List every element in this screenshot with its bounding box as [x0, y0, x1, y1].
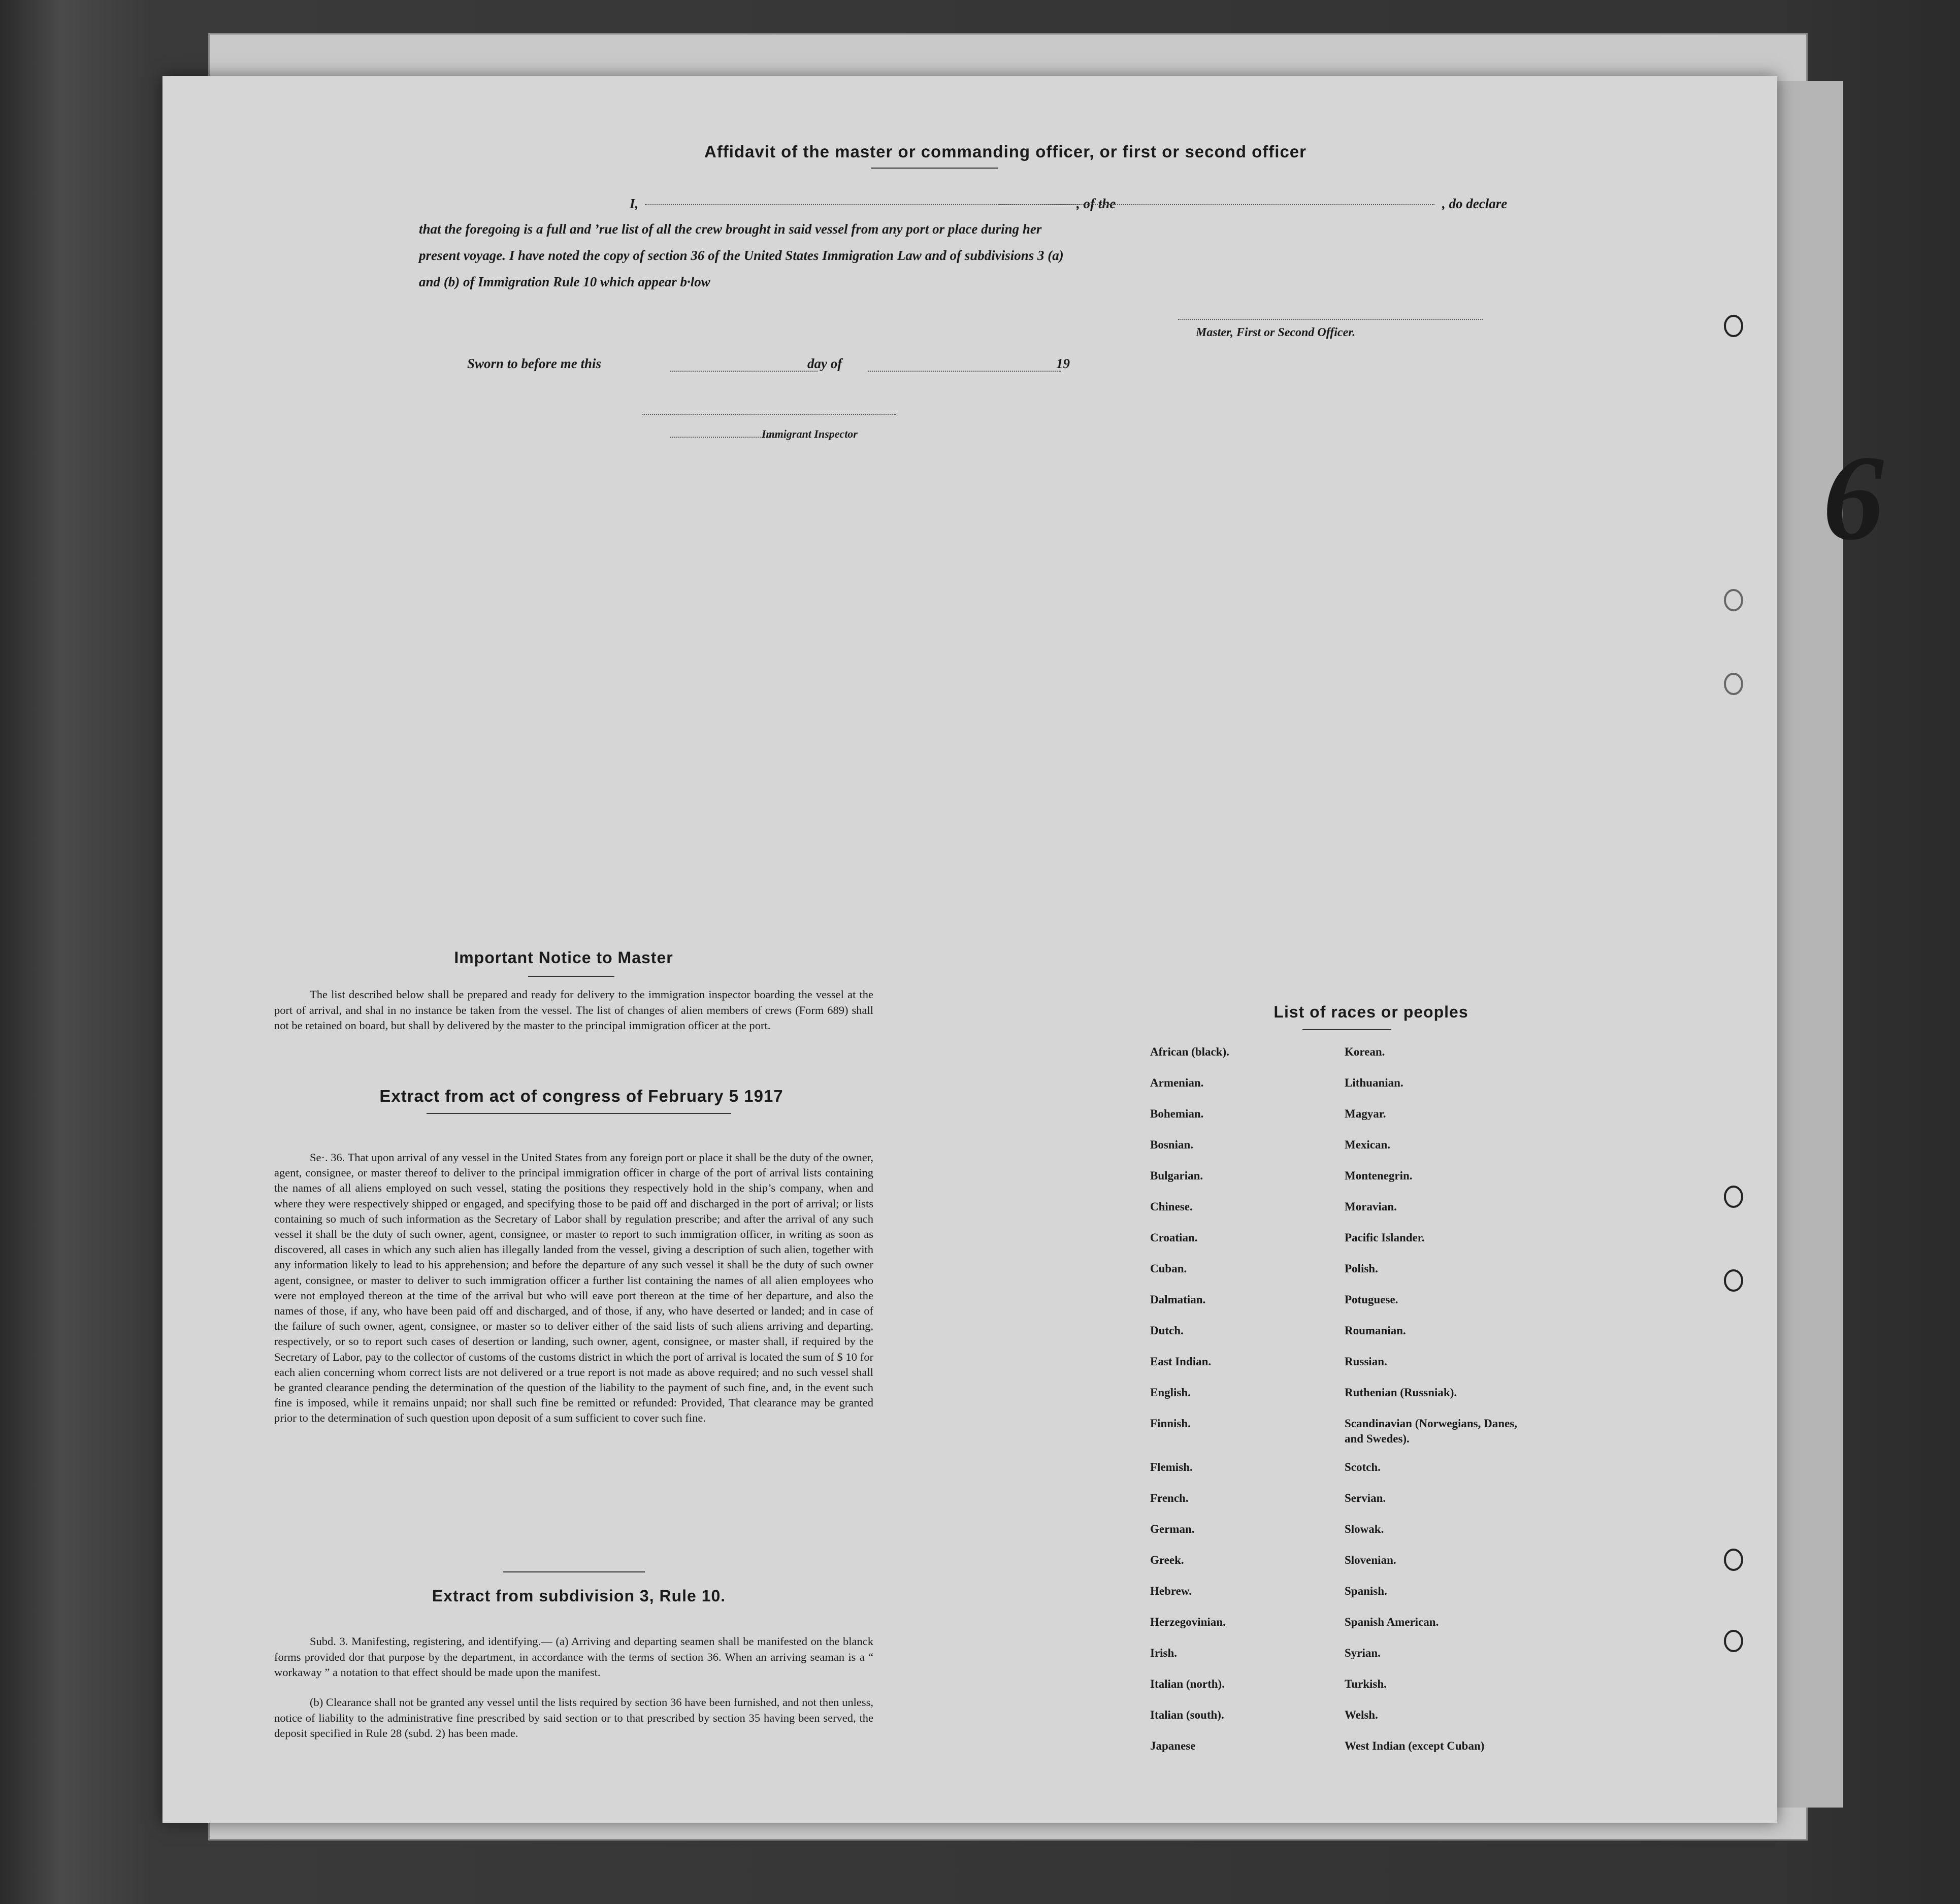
affidavit-page [162, 76, 1777, 1823]
signature-label: Master, First or Second Officer. [1196, 326, 1356, 339]
race-item: Polish. [1345, 1262, 1378, 1275]
race-item: Irish. [1150, 1647, 1178, 1659]
inspector-dotted-lead [670, 437, 777, 438]
affidavit-line-4: and (b) of Immigration Rule 10 which appear b·low [419, 274, 710, 289]
inspector-signature-line[interactable] [642, 414, 896, 415]
sworn-day-field[interactable] [670, 371, 818, 372]
race-item: Herzegovinian. [1150, 1616, 1226, 1628]
punch-hole-icon [1724, 673, 1743, 695]
race-item: Magyar. [1345, 1107, 1386, 1120]
notice-title: Important Notice to Master [454, 948, 673, 967]
race-item: Spanish American. [1345, 1616, 1439, 1628]
race-item: Greek. [1150, 1554, 1184, 1566]
punch-hole-icon [1724, 1186, 1743, 1208]
race-item: East Indian. [1150, 1355, 1212, 1368]
race-item: Italian (south). [1150, 1709, 1224, 1721]
race-item: Cuban. [1150, 1262, 1187, 1275]
affidavit-of-label: , of the [1076, 196, 1116, 211]
race-item: Russian. [1345, 1355, 1387, 1368]
punch-hole-icon [1724, 589, 1743, 611]
races-underline [1302, 1029, 1391, 1030]
punch-hole-icon [1724, 315, 1743, 337]
notice-underline [528, 976, 614, 977]
race-item: Potuguese. [1345, 1293, 1398, 1306]
race-item: Bohemian. [1150, 1107, 1204, 1120]
race-item: Pacific Islander. [1345, 1231, 1425, 1244]
punch-hole-icon [1724, 1549, 1743, 1571]
race-item: Flemish. [1150, 1461, 1193, 1473]
races-left-column [1150, 1044, 1333, 1769]
race-item: Armenian. [1150, 1076, 1204, 1089]
races-right-column [1345, 1044, 1532, 1769]
section-divider [503, 1571, 645, 1572]
race-item: Korean. [1345, 1045, 1385, 1058]
race-item: Dalmatian. [1150, 1293, 1206, 1306]
act-extract-underline [427, 1113, 731, 1114]
race-item: Moravian. [1345, 1200, 1397, 1213]
race-item: Japanese [1150, 1739, 1196, 1752]
inspector-label: Immigrant Inspector [762, 428, 858, 440]
race-item: Slowak. [1345, 1523, 1384, 1535]
race-item: Finnish. [1150, 1417, 1191, 1430]
sworn-day-label: day of [807, 356, 842, 371]
race-item: English. [1150, 1386, 1191, 1399]
race-item: Slovenian. [1345, 1554, 1396, 1566]
race-item: Roumanian. [1345, 1324, 1406, 1337]
race-item: Mexican. [1345, 1138, 1391, 1151]
race-item: Dutch. [1150, 1324, 1184, 1337]
sworn-prefix: Sworn to before me this [467, 356, 602, 371]
affidavit-line-2: that the foregoing is a full and ’rue list of all the crew brought in said vessel from any port or place during her [419, 221, 1042, 237]
race-item: Chinese. [1150, 1200, 1193, 1213]
race-item: Hebrew. [1150, 1585, 1192, 1597]
affidavit-i-label: I, [630, 196, 639, 211]
title-underline [871, 168, 998, 169]
signature-line[interactable] [1178, 319, 1483, 320]
race-item: German. [1150, 1523, 1195, 1535]
race-item: African (black). [1150, 1045, 1229, 1058]
race-item: Ruthenian (Russniak). [1345, 1386, 1457, 1399]
rule-extract-title: Extract from subdivision 3, Rule 10. [432, 1587, 726, 1605]
race-item: Scandinavian (Norwegians, Danes, and Swedes). [1345, 1417, 1517, 1445]
race-item: Italian (north). [1150, 1678, 1225, 1690]
act-extract-text: Se·. 36. That upon arrival of any vessel in the United States from any foreign port or place it shall be the duty of the owner, agent, consignee, or master thereof to deliver to the principal immigration officer in charge of the port of arrival lists containing the names of all aliens employed on such vessel, stating the positions they respectively hold in the ship’s company, when and where they were respectively shipped or engaged, and specifying those to be paid off and discharged in the port of arrival; or lists containing so much of such information as the Secretary of Labor shall by regulation prescribe; and after the arrival of any such vessel it shall be the duty of such owner, agent, consignee, or master to report to such immigration officer, in writing as soon as discovered, all cases in which any such alien has illegally landed from the vessel, giving a description of such alien, together with any information likely to lead to his apprehension; and before the departure of any such vessel it shall be the duty of such owner agent, consignee, or master to deliver to such immigration officer a further list containing the names of all alien employees who were not employed thereon at the time of the arrival but who will eave port thereon at the time of her departure, and also the names of those, if any, who have been paid off and discharged, and of those, if any, who have deserted or landed; and in case of the failure of such owner, agent, consignee, or master so to deliver either of the said lists of such aliens arriving and departing, respectively, or so to report such cases of desertion or landing, such owner, agent, consignee, or master shall, if required by the Secretary of Labor, pay to the collector of customs of the customs district in which the port of arrival is located the sum of $ 10 for each alien concerning whom correct lists are not delivered or a true report is not made as above required; and no such vessel shall be granted clearance pending the determination of the question of the liability to the payment of such fine, and, in the event such fine is imposed, while it remains unpaid; nor shall such fine be remitted or refunded: Provided, That clearance may be granted prior to the determination of such question upon deposit of a sum sufficient to cover such fine. [274, 1151, 873, 1425]
underlying-sheet-edge [1767, 81, 1843, 1808]
punch-hole-icon [1724, 1269, 1743, 1292]
act-extract-title: Extract from act of congress of February 5 1917 [379, 1087, 783, 1105]
race-item: West Indian (except Cuban) [1345, 1739, 1485, 1752]
punch-hole-icon [1724, 1630, 1743, 1652]
affidavit-line-3: present voyage. I have noted the copy of section 36 of the United States Immigration Law and of subdivisions 3 (a) [419, 248, 1064, 263]
races-title: List of races or peoples [1273, 1003, 1468, 1021]
race-item: Bulgarian. [1150, 1169, 1203, 1182]
race-item: Servian. [1345, 1492, 1386, 1504]
race-item: Welsh. [1345, 1709, 1378, 1721]
sworn-line [467, 350, 1330, 377]
rule-extract-para-b: (b) Clearance shall not be granted any vessel until the lists required by section 36 have been furnished, and not then unless, notice of liability to the administrative fine prescribed by said section or to that prescribed by section 35 having been served, the deposit specified in Rule 28 (subd. 2) has been made. [274, 1696, 873, 1739]
race-item: Syrian. [1345, 1647, 1381, 1659]
race-item: Spanish. [1345, 1585, 1387, 1597]
rule-extract-para-a: Subd. 3. Manifesting, registering, and identifying.— (a) Arriving and departing seamen shall be manifested on the blanck forms provided dor that purpose by the department, in accordance with the terms of section 36. When an arriving seaman is a “ workaway ” a notation to that effect should be made upon the manifest. [274, 1635, 873, 1679]
race-item: Scotch. [1345, 1461, 1381, 1473]
race-item: Montenegrin. [1345, 1169, 1413, 1182]
handwritten-page-number: 6 [1823, 430, 1884, 565]
race-item: French. [1150, 1492, 1189, 1504]
sworn-year: 19 [1056, 356, 1070, 371]
sworn-month-field[interactable] [868, 371, 1061, 372]
race-item: Bosnian. [1150, 1138, 1194, 1151]
race-item: Turkish. [1345, 1678, 1387, 1690]
affidavit-declare-label: , do declare [1442, 196, 1508, 211]
notice-text: The list described below shall be prepared and ready for delivery to the immigration inspector boarding the vessel at the port of arrival, and shal in no instance be taken from the vessel. The list of changes of alien members of crews (Form 689) shall not be retained on board, but shall by delivered by the master to the principal immigration officer at the port. [274, 988, 873, 1032]
affidavit-title: Affidavit of the master or commanding officer, or first or second officer [704, 142, 1306, 161]
race-item: Croatian. [1150, 1231, 1198, 1244]
race-item: Lithuanian. [1345, 1076, 1403, 1089]
vessel-name-line[interactable] [998, 204, 1434, 205]
